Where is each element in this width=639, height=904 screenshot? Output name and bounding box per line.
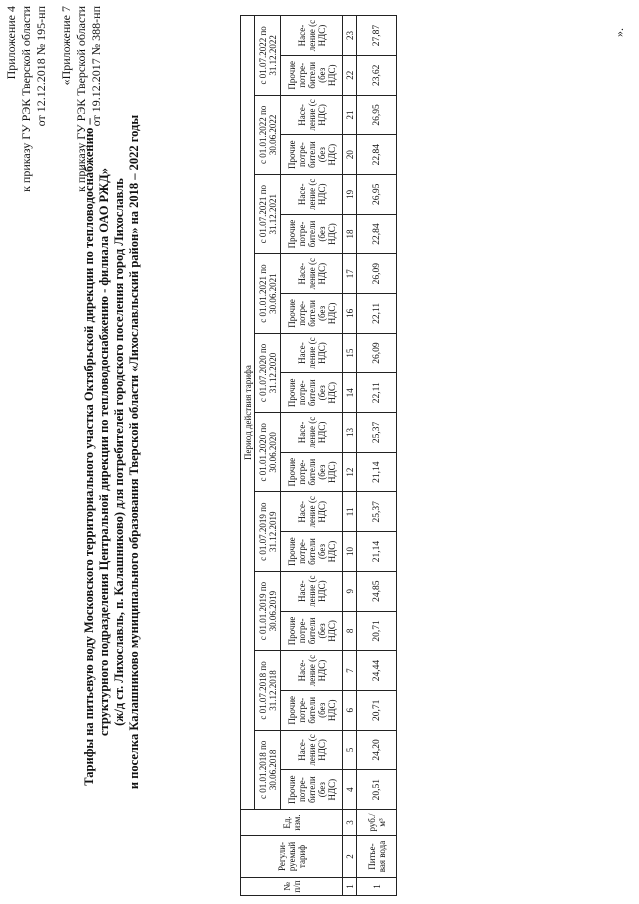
sub-header-other: Прочие потре-бители (без НДС) (281, 214, 343, 254)
sub-header-other: Прочие потре-бители (без НДС) (281, 373, 343, 413)
column-number: 20 (343, 135, 357, 175)
sub-header-other: Прочие потре-бители (без НДС) (281, 135, 343, 175)
closing-quote: ». (612, 28, 626, 37)
column-number: 12 (343, 452, 357, 492)
appendix-line: от 19.12.2017 № 388-нп (89, 6, 103, 127)
tariff-value: 21,14 (357, 532, 397, 572)
sub-header-population: Насе-ление (с НДС) (281, 333, 343, 373)
appendix-line: «Приложение 7 (59, 6, 73, 86)
title-line: структурного подразделения Центральной дирекции по тепловодоснабжению - филиала ОАО РЖД» (97, 168, 111, 736)
column-number: 7 (343, 651, 357, 691)
sub-header-population: Насе-ление (с НДС) (281, 95, 343, 135)
sub-header-population: Насе-ление (с НДС) (281, 413, 343, 453)
column-number: 2 (343, 836, 357, 878)
period-header: с 01.01.2018 по 30.06.2018 (255, 730, 281, 809)
sub-header-population: Насе-ление (с НДС) (281, 730, 343, 770)
sub-header-population: Насе-ление (с НДС) (281, 571, 343, 611)
period-header: с 01.07.2018 по 31.12.2018 (255, 651, 281, 730)
tariff-value: 26,95 (357, 95, 397, 135)
appendix-line: к приказу ГУ РЭК Тверской области (74, 6, 88, 192)
sub-header-population: Насе-ление (с НДС) (281, 175, 343, 215)
sub-header-population: Насе-ление (с НДС) (281, 16, 343, 56)
column-number: 8 (343, 611, 357, 651)
sub-header-other: Прочие потре-бители (без НДС) (281, 452, 343, 492)
document-title (82, 32, 142, 872)
period-header: с 01.07.2020 по 31.12.2020 (255, 333, 281, 412)
header-unit: Ед. изм. (241, 810, 343, 836)
period-header: с 01.01.2022 по 30.06.2022 (255, 95, 281, 174)
header-no: № п/п (241, 878, 343, 896)
column-number: 5 (343, 730, 357, 770)
sub-header-other: Прочие потре-бители (без НДС) (281, 690, 343, 730)
column-number: 3 (343, 810, 357, 836)
tariff-value: 24,85 (357, 571, 397, 611)
sub-header-population: Насе-ление (с НДС) (281, 254, 343, 294)
column-number: 14 (343, 373, 357, 413)
sub-header-population: Насе-ление (с НДС) (281, 651, 343, 691)
tariff-value: 20,71 (357, 690, 397, 730)
sub-header-other: Прочие потре-бители (без НДС) (281, 770, 343, 810)
tariff-value: 25,37 (357, 413, 397, 453)
tariff-value: 20,51 (357, 770, 397, 810)
period-header: с 01.01.2019 по 30.06.2019 (255, 571, 281, 650)
tariff-table (240, 15, 397, 896)
column-number: 18 (343, 214, 357, 254)
column-number: 1 (343, 878, 357, 896)
tariff-value: 20,71 (357, 611, 397, 651)
appendix-line: к приказу ГУ РЭК Тверской области (19, 6, 33, 192)
column-number: 11 (343, 492, 357, 532)
period-header: с 01.01.2020 по 30.06.2020 (255, 413, 281, 492)
row-tariff-name: Питье-вая вода (357, 836, 397, 878)
tariff-value: 24,20 (357, 730, 397, 770)
title-line: (ж/д ст. Лихославль, п. Калашниково) для потребителей городского поселения город Лихославль (112, 178, 126, 726)
tariff-value: 25,37 (357, 492, 397, 532)
period-header: с 01.07.2022 по 31.12.2022 (255, 16, 281, 96)
sub-header-other: Прочие потре-бители (без НДС) (281, 294, 343, 334)
column-number: 4 (343, 770, 357, 810)
column-number: 15 (343, 333, 357, 373)
column-number: 19 (343, 175, 357, 215)
tariff-value: 22,11 (357, 373, 397, 413)
title-line: Тарифы на питьевую воду Московского территориального участка Октябрьской дирекции по тепловодоснабжению – (82, 118, 96, 786)
column-number: 22 (343, 55, 357, 95)
sub-header-other: Прочие потре-бители (без НДС) (281, 532, 343, 572)
appendix-line: Приложение 4 (4, 6, 18, 80)
column-number: 17 (343, 254, 357, 294)
tariff-value: 22,84 (357, 214, 397, 254)
row-unit: руб./м³ (357, 810, 397, 836)
tariff-value: 22,11 (357, 294, 397, 334)
sub-header-other: Прочие потре-бители (без НДС) (281, 611, 343, 651)
header-period: Период действия тарифа (241, 16, 255, 810)
column-number: 16 (343, 294, 357, 334)
tariff-value: 23,62 (357, 55, 397, 95)
rotated-page (0, 2, 635, 902)
column-number: 9 (343, 571, 357, 611)
sub-header-other: Прочие потре-бители (без НДС) (281, 55, 343, 95)
sub-header-population: Насе-ление (с НДС) (281, 492, 343, 532)
column-number: 10 (343, 532, 357, 572)
column-number: 23 (343, 16, 357, 56)
tariff-value: 27,87 (357, 16, 397, 56)
period-header: с 01.07.2021 по 31.12.2021 (255, 175, 281, 254)
column-number: 21 (343, 95, 357, 135)
title-line: и поселка Калашниково муниципального образования Тверской области «Лихославльский район» на 2018 – 2022 годы (127, 114, 141, 790)
tariff-value: 22,84 (357, 135, 397, 175)
period-header: с 01.07.2019 по 31.12.2019 (255, 492, 281, 571)
period-header: с 01.01.2021 по 30.06.2021 (255, 254, 281, 333)
column-number: 6 (343, 690, 357, 730)
tariff-value: 21,14 (357, 452, 397, 492)
row-no: 1 (357, 878, 397, 896)
tariff-value: 26,95 (357, 175, 397, 215)
tariff-value: 26,09 (357, 333, 397, 373)
header-tariff: Регули-руемый тариф (241, 836, 343, 878)
tariff-value: 26,09 (357, 254, 397, 294)
appendix-line: от 12.12.2018 № 195-нп (34, 6, 48, 127)
tariff-value: 24,44 (357, 651, 397, 691)
column-number: 13 (343, 413, 357, 453)
